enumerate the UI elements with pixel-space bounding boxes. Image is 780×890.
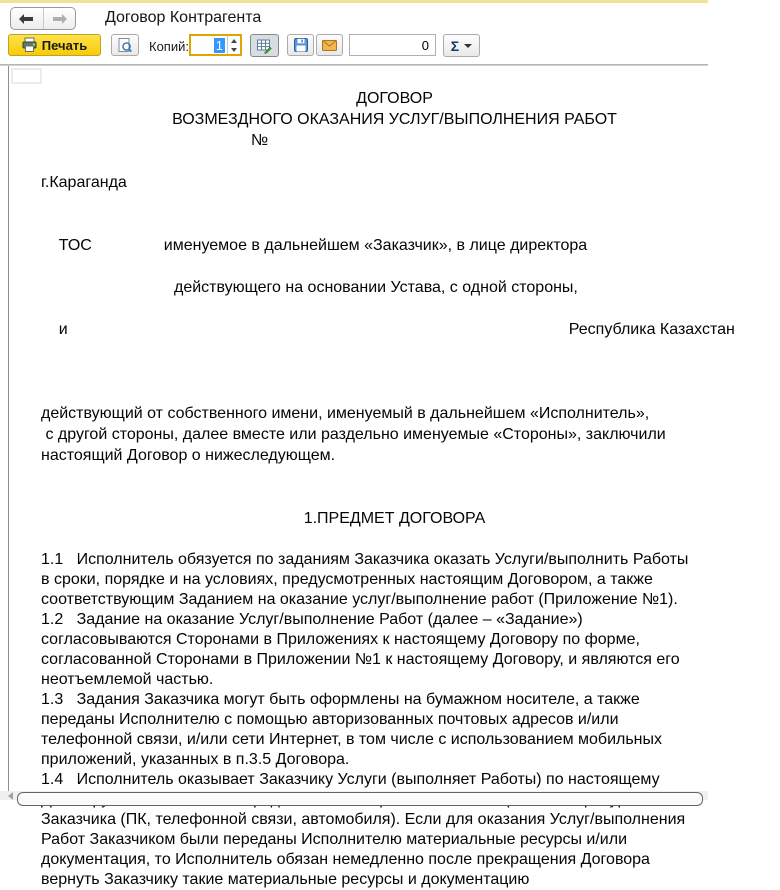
copies-spinner bbox=[189, 34, 242, 56]
doc-clause-line: приложений, указанных в п.3.5 Договора. bbox=[41, 751, 350, 768]
spin-up-button[interactable] bbox=[228, 36, 240, 45]
doc-number-line: № bbox=[251, 132, 269, 149]
envelope-icon bbox=[322, 40, 337, 51]
doc-section-title: 1.ПРЕДМЕТ ДОГОВОРА bbox=[303, 510, 486, 527]
nav-button-group bbox=[10, 7, 76, 30]
doc-clause-line: согласовываются Сторонами в Приложениях к настоящему Договору по форме, bbox=[41, 631, 640, 648]
doc-clause-line: вернуть Заказчику такие материальные ресурсы и документацию bbox=[41, 871, 530, 888]
doc-clauses-block bbox=[9, 550, 780, 890]
page-title: Договор Контрагента bbox=[105, 9, 262, 26]
doc-clause-line: согласованной Сторонами в Приложении №1 к настоящему Договору, и являются его bbox=[41, 651, 680, 668]
spreadsheet-document[interactable] bbox=[8, 66, 780, 888]
copies-value: 1 bbox=[215, 37, 223, 53]
doc-title-line2: ВОЗМЕЗДНОГО ОКАЗАНИЯ УСЛУГ/ВЫПОЛНЕНИЯ РАБОТ bbox=[172, 111, 617, 128]
doc-executor-line: настоящий Договор о нижеследующем. bbox=[41, 447, 336, 464]
printer-icon bbox=[22, 38, 37, 52]
doc-clause-line: 1.4 Исполнитель оказывает Заказчику Услуги (выполняет Работы) по настоящему bbox=[41, 771, 660, 788]
spin-down-button[interactable] bbox=[228, 45, 240, 54]
scroll-left-button[interactable] bbox=[4, 792, 16, 804]
arrow-left-icon bbox=[19, 14, 34, 24]
print-preview-button[interactable] bbox=[111, 34, 139, 56]
sigma-icon: Σ bbox=[450, 37, 460, 54]
copies-label: Копий: bbox=[149, 39, 189, 54]
print-button-label: Печать bbox=[41, 37, 88, 53]
print-preview-icon bbox=[118, 38, 132, 53]
copies-spin-buttons bbox=[227, 36, 240, 54]
doc-clause-line: 1.1 Исполнитель обязуется по заданиям Заказчика оказать Услуги/выполнить Работы bbox=[41, 551, 689, 568]
doc-city-line: г.Караганда bbox=[41, 174, 127, 191]
country-text: Республика Казахстан bbox=[568, 321, 735, 338]
print-button[interactable] bbox=[8, 34, 101, 56]
doc-executor-line: с другой стороны, далее вместе или раздельно именуемые «Стороны», заключили bbox=[41, 426, 666, 443]
doc-title-line1: ДОГОВОР bbox=[356, 90, 433, 107]
save-button[interactable] bbox=[287, 34, 314, 56]
chevron-down-icon bbox=[464, 44, 472, 48]
doc-clause-line: неотъемлемой частью. bbox=[41, 671, 214, 688]
doc-and-line bbox=[41, 298, 780, 361]
table-edit-icon bbox=[257, 39, 272, 53]
table-settings-button[interactable] bbox=[250, 34, 279, 57]
arrow-right-icon bbox=[52, 14, 67, 24]
spin-down-icon bbox=[231, 48, 237, 52]
sum-button[interactable] bbox=[443, 34, 480, 57]
doc-clause-line: переданы Исполнителю с помощью авторизованных почтовых адресов и/или bbox=[41, 711, 619, 728]
doc-clause-line: документация, то Исполнитель обязан немедленно после прекращения Договора bbox=[41, 851, 650, 868]
doc-clause-line: телефонной связи, и/или сети Интернет, в том числе с использованием мобильных bbox=[41, 731, 663, 748]
horizontal-scrollbar[interactable] bbox=[0, 791, 708, 800]
doc-customer-line bbox=[41, 214, 780, 277]
doc-basis-line: действующего на основании Устава, с одной стороны, bbox=[174, 279, 578, 296]
copies-input[interactable] bbox=[191, 36, 227, 54]
doc-clause-line: 1.2 Задание на оказание Услуг/выполнение Работ (далее – «Задание») bbox=[41, 611, 583, 628]
doc-clause-line: 1.3 Задания Заказчика могут быть оформлены на бумажном носителе, а также bbox=[41, 691, 640, 708]
floppy-save-icon bbox=[294, 38, 308, 52]
doc-clause-line: соответствующим Заданием на оказание услуг/выполнение работ (Приложение №1). bbox=[41, 591, 678, 608]
customer-label: ТОС bbox=[58, 237, 92, 254]
back-button[interactable] bbox=[11, 8, 43, 29]
counter-field[interactable]: 0 bbox=[349, 34, 436, 56]
spin-up-icon bbox=[231, 39, 237, 43]
email-button[interactable] bbox=[316, 34, 343, 56]
doc-clause-line: в сроки, порядке и на условиях, предусмотренных настоящим Договором, а также bbox=[41, 571, 653, 588]
scrollbar-thumb[interactable] bbox=[17, 792, 703, 806]
doc-clause-line: Работ Заказчиком были переданы Исполнителю материальные ресурсы и/или bbox=[41, 831, 628, 848]
and-label: и bbox=[58, 321, 68, 338]
doc-executor-line: действующий от собственного имени, именуемый в дальнейшем «Исполнитель», bbox=[41, 405, 650, 422]
forward-button[interactable] bbox=[43, 8, 76, 29]
doc-clause-line: Заказчика (ПК, телефонной связи, автомобиля). Если для оказания Услуг/выполнения bbox=[41, 811, 686, 828]
customer-text: именуемое в дальнейшем «Заказчик», в лице директора bbox=[163, 237, 588, 254]
window-accent-line bbox=[0, 0, 708, 3]
cell-cursor bbox=[11, 68, 42, 84]
scroll-left-icon bbox=[8, 792, 13, 800]
